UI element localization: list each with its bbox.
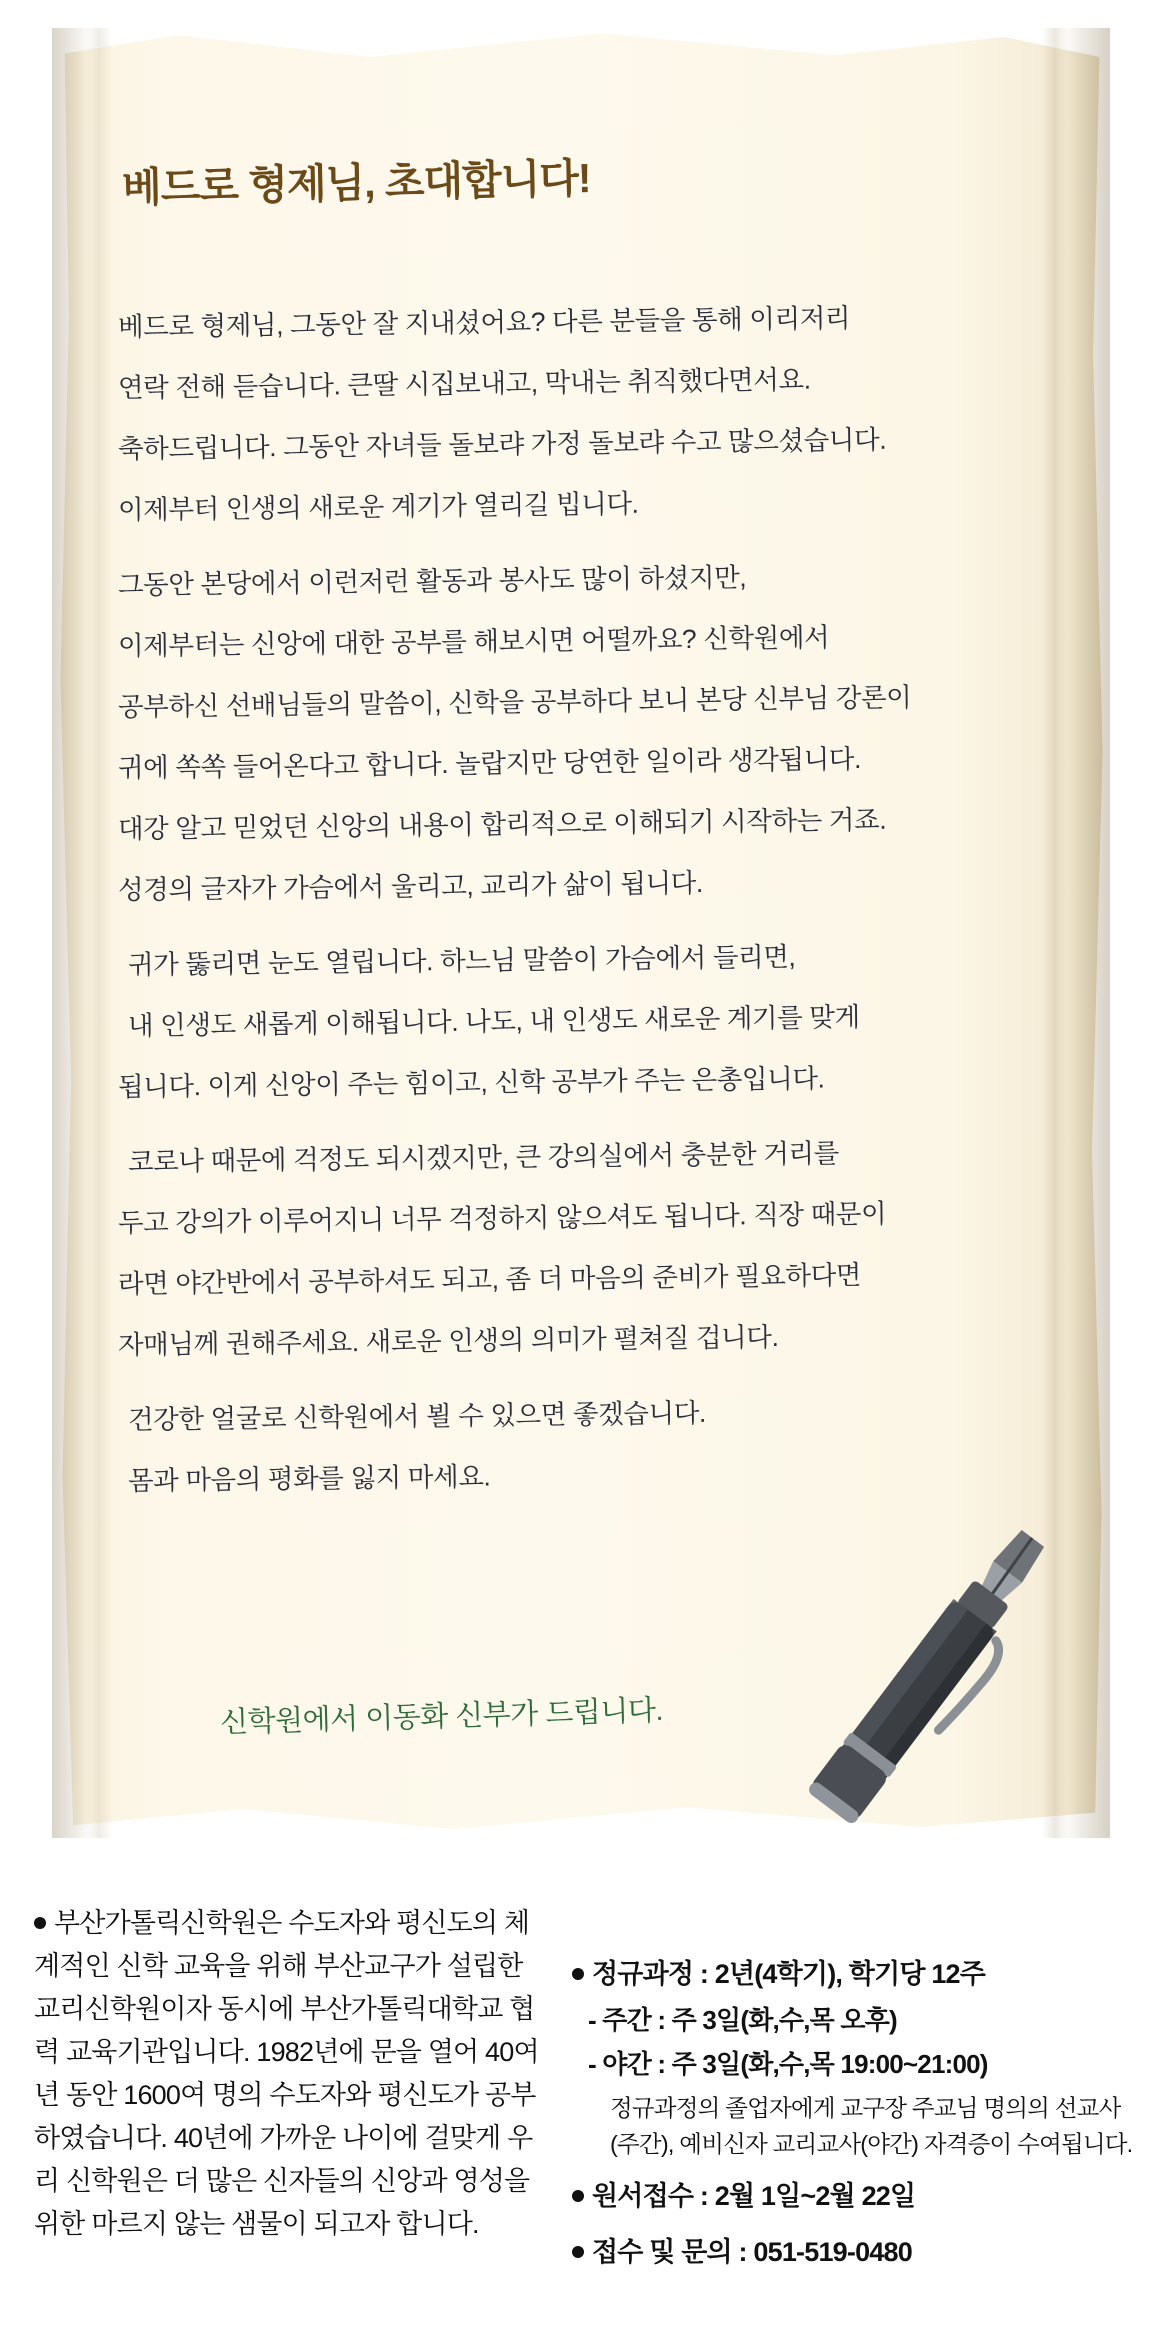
course-day-item: - 주간 : 주 3일(화,수,목 오후)	[588, 2005, 897, 2035]
letter-line: 공부하신 선배님들의 말씀이, 신학을 공부하다 보니 본당 신부님 강론이	[117, 682, 912, 722]
course-certificate-note: 정규과정의 졸업자에게 교구장 주교님 명의의 선교사(주간), 예비신자 교리교사(야간) 자격증이 수여됩니다.	[610, 2095, 1133, 2157]
letter-line: 베드로 형제님, 그동안 잘 지내셨어요? 다른 분들을 통해 이리저리	[117, 303, 851, 342]
letter-line: 코로나 때문에 걱정도 되시겠지만, 큰 강의실에서 충분한 거리를	[127, 1138, 839, 1177]
letter-body	[118, 300, 998, 1515]
bullet-icon	[572, 2246, 584, 2258]
letter-line: 건강한 얼굴로 신학원에서 뵐 수 있으면 좋겠습니다.	[127, 1397, 707, 1435]
letter-line: 귀에 쏙쏙 들어온다고 합니다. 놀랍지만 당연한 일이라 생각됩니다.	[117, 743, 862, 783]
course-regular-item	[572, 1952, 1142, 1996]
course-info-list	[572, 1952, 1142, 2276]
letter-line: 이제부터 인생의 새로운 계기가 열리길 빕니다.	[117, 488, 639, 525]
letter-signature: 신학원에서 이동화 신부가 드립니다.	[219, 1694, 664, 1740]
letter-line: 됩니다. 이게 신앙이 주는 힘이고, 신학 공부가 주는 은총입니다.	[117, 1063, 825, 1102]
letter-line: 라면 야간반에서 공부하셔도 되고, 좀 더 마음의 준비가 필요하다면	[117, 1259, 862, 1299]
bullet-icon	[34, 1917, 46, 1929]
contact-item	[572, 2230, 1142, 2274]
letter-line: 이제부터는 신앙에 대한 공부를 해보시면 어떨까요? 신학원에서	[117, 622, 830, 661]
letter-line: 귀가 뚫리면 눈도 열립니다. 하느님 말씀이 가슴에서 들리면,	[127, 941, 796, 980]
letter-line: 성경의 글자가 가슴에서 울리고, 교리가 삶이 됩니다.	[117, 867, 704, 905]
institute-description	[34, 1902, 554, 2246]
letter-line: 몸과 마음의 평화를 잃지 마세요.	[127, 1461, 491, 1496]
letter-line: 대강 알고 믿었던 신앙의 내용이 합리적으로 이해되기 시작하는 거죠.	[117, 804, 887, 844]
letter-line: 자매님께 권해주세요. 새로운 인생의 의미가 펼쳐질 겁니다.	[117, 1321, 779, 1360]
letter-line: 그동안 본당에서 이런저런 활동과 봉사도 많이 하셨지만,	[117, 562, 747, 600]
letter-title: 베드로 형제님, 초대합니다!	[121, 155, 592, 211]
application-period-label: 원서접수 : 2월 1일~2월 22일	[592, 2181, 916, 2211]
contact-label: 접수 및 문의 : 051-519-0480	[592, 2237, 912, 2267]
letter-line: 내 인생도 새롭게 이해됩니다. 나도, 내 인생도 새로운 계기를 맞게	[127, 1001, 860, 1041]
letter-line: 연락 전해 듣습니다. 큰딸 시집보내고, 막내는 취직했다면서요.	[117, 364, 811, 403]
letter-line: 축하드립니다. 그동안 자녀들 돌보랴 가정 돌보랴 수고 많으셨습니다.	[117, 424, 887, 464]
institute-description-text: 부산가톨릭신학원은 수도자와 평신도의 체계적인 신학 교육을 위해 부산교구가 설립한 교리신학원이자 동시에 부산가톨릭대학교 협력 교육기관입니다. 1982년에 문을 열어 40여 년 동안 1600여 명의 수도자와 평신도가 공부하였습니다. 40년에 가까운 나이에 걸맞게 우리 신학원은 더 많은 신자들의 신앙과 영성을 위한 마르지 않는 샘물이 되고자 합니다.	[34, 1908, 539, 2239]
info-section	[0, 1880, 1162, 2341]
application-period-item	[572, 2174, 1142, 2218]
course-night-item: - 야간 : 주 3일(화,수,목 19:00~21:00)	[588, 2049, 988, 2079]
bullet-icon	[572, 2190, 584, 2202]
letter-line: 두고 강의가 이루어지니 너무 걱정하지 않으셔도 됩니다. 직장 때문이	[117, 1198, 887, 1238]
bullet-icon	[572, 1968, 584, 1980]
course-regular-label: 정규과정 : 2년(4학기), 학기당 12주	[592, 1959, 986, 1989]
